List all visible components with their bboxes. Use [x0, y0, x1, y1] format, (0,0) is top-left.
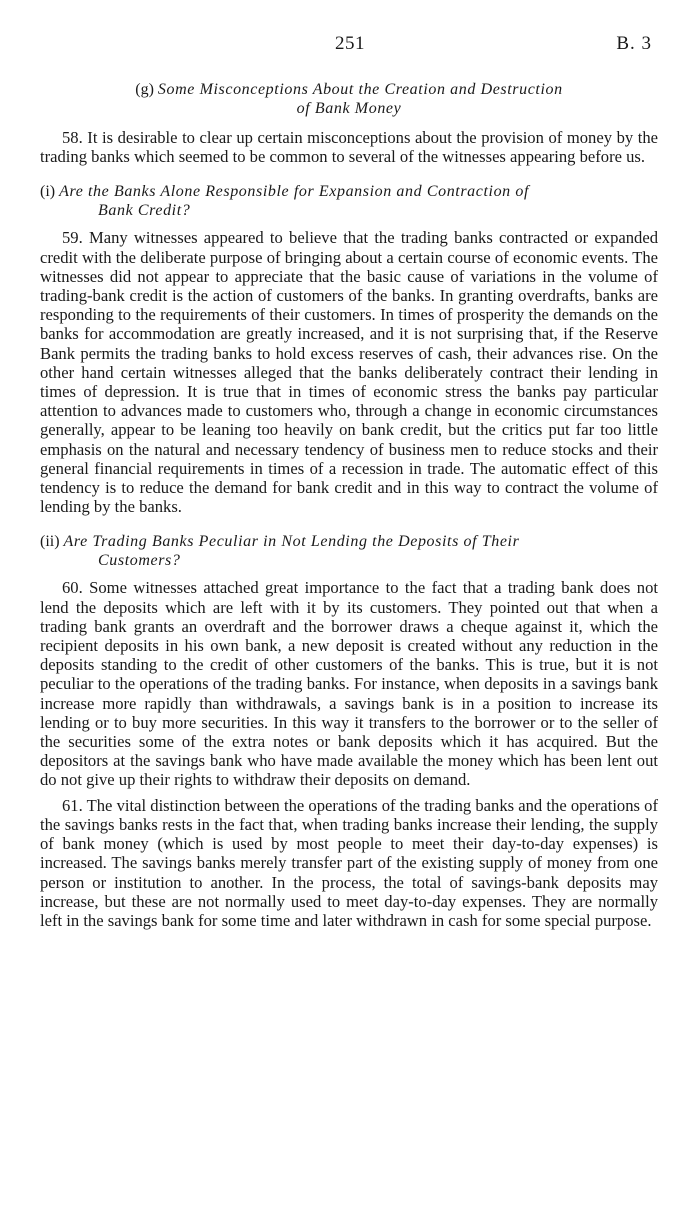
subsection-title-cont: Bank Credit?: [98, 202, 191, 220]
page-content: [40, 80, 658, 930]
section-label: (g): [135, 81, 154, 98]
paragraph-60: 60. Some witnesses attached great importance to the fact that a trading bank does not lend the deposits which are left with it by its customers. They pointed out that when a trading bank grants an overdraft and the borrower draws a cheque against it, which the recipient deposits in his own bank, a new deposit is created without any reduction in the deposits standing to the credit of other customers of the banks. This is true, but it is not peculiar to the operations of the trading banks. For instance, when deposits in a savings bank increase more rapidly than withdrawals, a savings bank is in a position to increase its lending or to buy more securities. In this way it transfers to the borrower or to the seller of the securities some of the extra notes or bank deposits which it has acquired. But the depositors at the savings bank who have made available the money which has been lent out do not give up their rights to withdraw their deposits on demand.: [40, 578, 658, 790]
paragraph-58: 58. It is desirable to clear up certain misconceptions about the provision of money by the trading banks which seemed to be common to several of the witnesses appearing before us.: [40, 128, 658, 167]
document-reference: B. 3: [616, 33, 652, 54]
subsection-heading-ii: [40, 532, 658, 570]
paragraph-61: 61. The vital distinction between the operations of the trading banks and the operations of the savings banks rests in the fact that, when trading banks increase their lending, the supply of bank money (which is used by most people to meet their day-to-day expenses) is increased. The savings banks merely transfer part of the existing supply of money from one person or institution to another. In the process, the total of savings-bank deposits may increase, but these are not normally used to meet day-to-day expenses. They are normally left in the savings bank for some time and later withdrawn in cash for some special purpose.: [40, 795, 658, 930]
paragraph-59: 59. Many witnesses appeared to believe that the trading banks contracted or expanded credit with the deliberate purpose of bringing about a certain course of economic events. The witnesses did not appear to appreciate that the basic cause of variations in the volume of trading-bank credit is the action of customers of the banks. In granting overdrafts, banks are responding to the requirements of their customers. In times of prosperity the demands on the banks for accommodation are greatly increased, and it is not surprising that, if the Reserve Bank permits the trading banks to hold excess reserves of cash, their advances rise. On the other hand certain witnesses alleged that the banks deliberately contract their lending in times of depression. It is true that in times of economic stress the banks pay particular attention to advances made to customers who, through a change in economic circumstances generally, appear to be leaning too heavily on bank credit, but the critics put far too little emphasis on the natural and necessary tendency of business men to reduce stocks and their general financial requirements in times of a recession in trade. The automatic effect of this tendency is to reduce the demand for bank credit and in this way to contract the volume of lending by the banks.: [40, 228, 658, 517]
subsection-title-cont: Customers?: [98, 552, 181, 570]
page-number: 251: [335, 33, 365, 54]
subsection-title: Are Trading Banks Peculiar in Not Lending the Deposits of Their: [63, 533, 520, 551]
subsection-heading-i: [40, 182, 658, 220]
subsection-title: Are the Banks Alone Responsible for Expansion and Contraction of: [59, 183, 530, 201]
subsection-label: (i): [40, 183, 56, 201]
section-title-cont: of Bank Money: [296, 100, 402, 117]
section-heading-g: [40, 80, 658, 118]
section-title: Some Misconceptions About the Creation and Destruction: [157, 81, 563, 98]
subsection-label: (ii): [40, 533, 60, 551]
